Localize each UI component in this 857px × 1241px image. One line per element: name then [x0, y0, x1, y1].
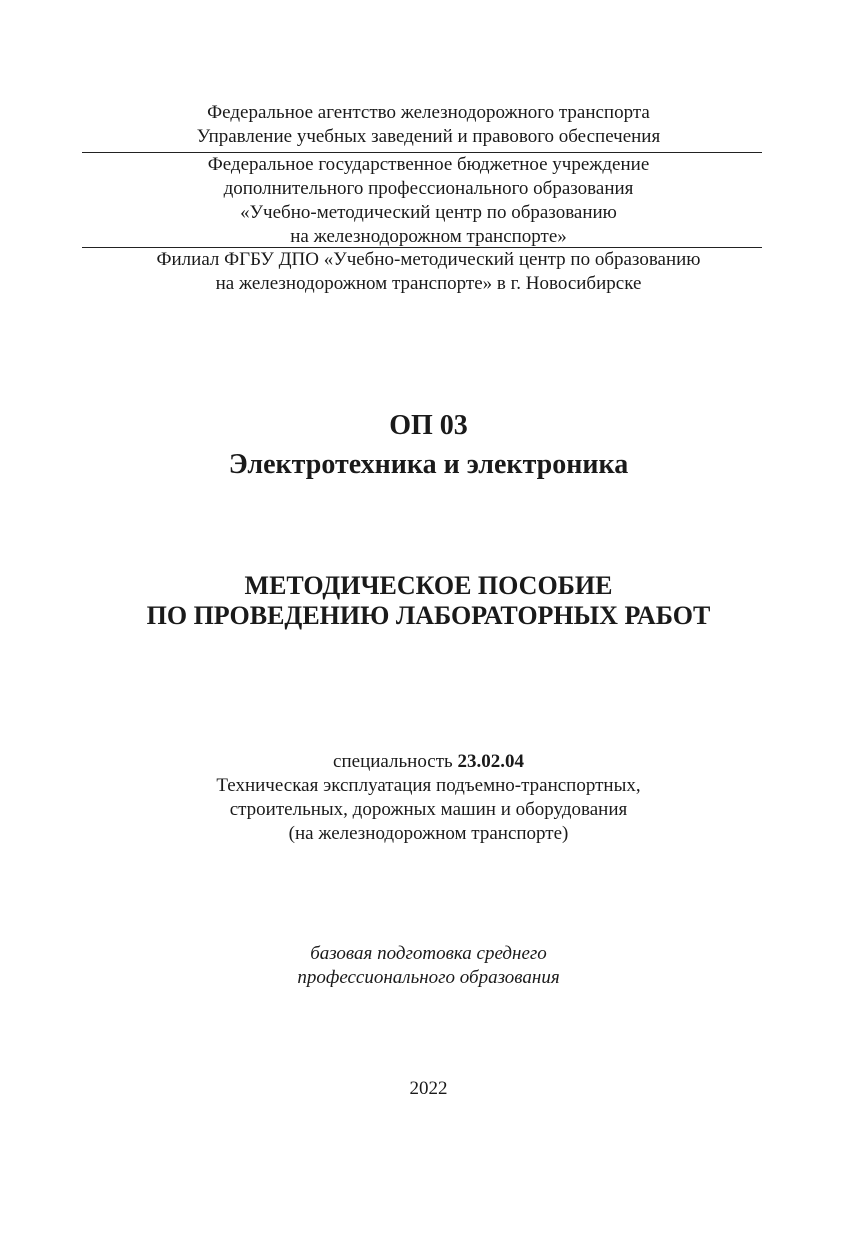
publication-year: 2022: [409, 1078, 448, 1099]
document-type-block: [0, 571, 857, 631]
specialty-line-1: Техническая эксплуатация подъемно-транспортных,: [216, 775, 641, 796]
institution-block: [0, 153, 857, 249]
institution-line-4: на железнодорожном транспорте»: [290, 226, 567, 247]
institution-line-1: Федеральное государственное бюджетное учреждение: [207, 154, 650, 175]
specialty-line-3: (на железнодорожном транспорте): [288, 823, 569, 844]
course-block: [0, 409, 857, 482]
course-code: ОП 03: [389, 410, 468, 441]
agency-line-2: Управление учебных заведений и правового обеспечения: [196, 126, 661, 147]
training-level-line-1: базовая подготовка среднего: [310, 943, 547, 964]
branch-line-1: Филиал ФГБУ ДПО «Учебно-методический центр по образованию: [156, 249, 701, 270]
document-type-line-1: МЕТОДИЧЕСКОЕ ПОСОБИЕ: [244, 571, 613, 600]
specialty-block: [0, 750, 857, 846]
specialty-code: 23.02.04: [457, 751, 524, 772]
institution-line-2: дополнительного профессионального образования: [223, 178, 634, 199]
specialty-heading: [0, 750, 857, 774]
branch-line-2: на железнодорожном транспорте» в г. Новосибирске: [215, 273, 642, 294]
branch-block: [0, 248, 857, 296]
document-type-line-2: ПО ПРОВЕДЕНИЮ ЛАБОРАТОРНЫХ РАБОТ: [146, 601, 711, 630]
specialty-line-2: строительных, дорожных машин и оборудования: [229, 799, 628, 820]
specialty-prefix: специальность: [333, 751, 458, 772]
training-level-block: [0, 942, 857, 990]
agency-line-1: Федеральное агентство железнодорожного транспорта: [207, 102, 650, 123]
training-level-line-2: профессионального образования: [297, 967, 560, 988]
year-block: [0, 1077, 857, 1101]
institution-line-3: «Учебно-методический центр по образованию: [240, 202, 617, 223]
course-title: Электротехника и электроника: [228, 449, 629, 480]
agency-block: [0, 101, 857, 149]
